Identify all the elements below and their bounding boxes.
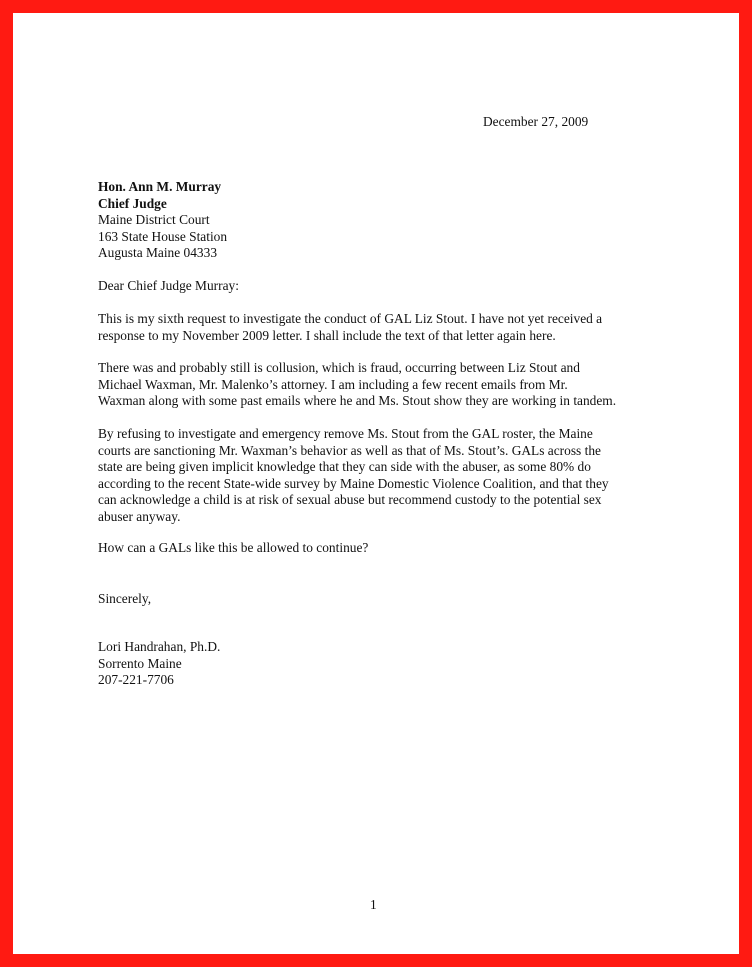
recipient-address <box>98 179 227 262</box>
page-number: 1 <box>370 897 377 912</box>
paragraph-1 <box>98 311 658 344</box>
letter-date: December 27, 2009 <box>483 114 589 129</box>
signature-name: Lori Handrahan, Ph.D. <box>98 639 221 654</box>
recipient-title: Chief Judge <box>98 195 167 211</box>
recipient-court: Maine District Court <box>98 212 210 228</box>
paragraph-2 <box>98 360 658 410</box>
signature-block <box>98 639 220 689</box>
letter-page <box>13 13 739 954</box>
paragraph-line: according to the recent State-wide survey by Maine Domestic Violence Coalition, and that they <box>98 475 609 491</box>
recipient-name: Hon. Ann M. Murray <box>98 179 222 194</box>
paragraph-3 <box>98 426 658 526</box>
paragraph-line: There was and probably still is collusion, which is fraud, occurring between Liz Stout and <box>98 360 580 375</box>
recipient-street: 163 State House Station <box>98 228 228 244</box>
paragraph-line: courts are sanctioning Mr. Waxman’s behavior as well as that of Ms. Stout’s. GALs across the <box>98 442 601 458</box>
salutation: Dear Chief Judge Murray: <box>98 278 239 293</box>
signature-phone: 207-221-7706 <box>98 672 174 688</box>
paragraph-line: abuser anyway. <box>98 508 181 524</box>
paragraph-line: How can a GALs like this be allowed to continue? <box>98 540 369 555</box>
paragraph-line: This is my sixth request to investigate the conduct of GAL Liz Stout. I have not yet received a <box>98 311 603 326</box>
paragraph-line: state are being given implicit knowledge that they can side with the abuser, as some 80% do <box>98 459 591 475</box>
paragraph-4 <box>98 540 658 557</box>
paragraph-line: By refusing to investigate and emergency remove Ms. Stout from the GAL roster, the Maine <box>98 426 593 441</box>
signature-location: Sorrento Maine <box>98 655 182 671</box>
paragraph-line: can acknowledge a child is at risk of sexual abuse but recommend custody to the potential sex <box>98 492 602 508</box>
closing: Sincerely, <box>98 591 152 606</box>
recipient-city: Augusta Maine 04333 <box>98 245 218 261</box>
paragraph-line: response to my November 2009 letter. I shall include the text of that letter again here. <box>98 327 556 343</box>
paragraph-line: Michael Waxman, Mr. Malenko’s attorney. I am including a few recent emails from Mr. <box>98 376 568 392</box>
paragraph-line: Waxman along with some past emails where he and Ms. Stout show they are working in tandem. <box>98 393 617 409</box>
